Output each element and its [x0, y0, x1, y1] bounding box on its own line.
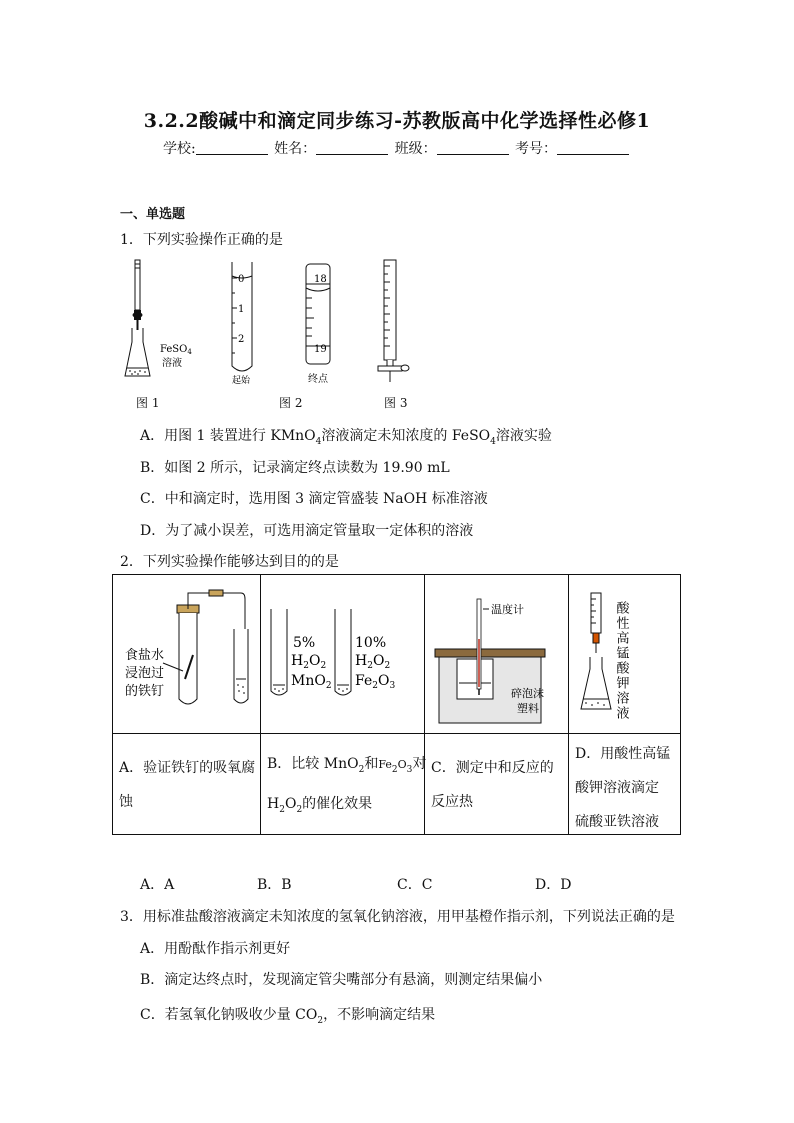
exam-no-blank[interactable]: [557, 140, 629, 155]
q1-figure-2a: [228, 258, 268, 386]
fig3-caption: 图 3: [384, 396, 408, 410]
q1-option-b[interactable]: B．如图 2 所示，记录滴定终点读数为 19.90 mL: [140, 460, 450, 476]
imgA-label-2: 浸泡过: [125, 666, 165, 681]
q2-image-d: [571, 579, 681, 729]
q1-figure-3: [372, 258, 412, 386]
class-label: 班级：: [394, 141, 437, 157]
q1-figure-1: [120, 258, 200, 386]
fig2-tick-0: 0: [238, 274, 245, 285]
fig2-start: 起始: [232, 376, 251, 386]
q1-option-d[interactable]: D．为了减小误差，可选用滴定管量取一定体积的溶液: [140, 523, 474, 539]
imgD-label: 酸性高锰酸钾溶液: [613, 601, 629, 721]
q2-image-b: [263, 579, 423, 729]
exam-no-label: 考号：: [515, 141, 558, 157]
fig2-tick-2: 2: [238, 334, 245, 345]
school-blank[interactable]: [196, 140, 268, 155]
q3-option-c[interactable]: C．若氢氧化钠吸收少量 $CO_2$，不影响滴定结果: [140, 1007, 436, 1026]
q3-option-a[interactable]: A．用酚酞作指示剂更好: [140, 941, 291, 957]
imgB-h2o2-1: $H_2O_2$: [291, 653, 327, 671]
class-blank[interactable]: [437, 140, 509, 155]
section-title: 一、单选题: [120, 207, 186, 222]
q1-stem: 1．下列实验操作正确的是: [120, 232, 283, 248]
q2-table: [112, 574, 681, 835]
name-label: 姓名：: [274, 141, 317, 157]
page-title: 3.2.2酸碱中和滴定同步练习-苏教版高中化学选择性必修1: [143, 110, 651, 132]
q2-answer-d[interactable]: D．D: [535, 877, 572, 893]
imgB-mno2: MnO$_2$: [291, 673, 332, 691]
imgA-label-1: 食盐水: [125, 648, 165, 663]
q2-cell-a: A．验证铁钉的吸氧腐 蚀: [119, 760, 256, 810]
imgC-foam-2: 塑料: [517, 702, 539, 715]
fig2-caption: 图 2: [279, 396, 303, 410]
fig2-end: 终点: [308, 374, 328, 385]
q2-image-c: [427, 579, 567, 729]
q2-cell-c: C．测定中和反应的 反应热: [431, 760, 554, 810]
imgB-conc-2: 10%: [355, 635, 387, 651]
imgB-conc-1: 5%: [293, 635, 316, 651]
imgB-fe2o3: $Fe_2O_3$: [355, 673, 396, 691]
fig2-tick-1: 1: [238, 304, 245, 315]
q2-stem: 2．下列实验操作能够达到目的的是: [120, 554, 339, 570]
q1-option-a[interactable]: A．用图 1 装置进行 KMnO$_4$溶液滴定未知浓度的 FeSO$_4$溶液实验: [140, 428, 552, 447]
q2-cell-d: D．用酸性高锰 酸钾溶液滴定 硫酸亚铁溶液: [575, 746, 671, 830]
q2-answer-b[interactable]: B．B: [257, 877, 292, 893]
q2-cell-b: B．比较 MnO$_2$和$Fe_2O_3$对 $H_2O_2$的催化效果: [267, 756, 427, 815]
school-label: 学校:: [162, 141, 196, 157]
q1-figure-2b: [300, 258, 350, 386]
q2-answer-c[interactable]: C．C: [397, 877, 433, 893]
q3-option-b[interactable]: B．滴定达终点时，发现滴定管尖嘴部分有悬滴，则测定结果偏小: [140, 972, 543, 988]
q3-stem: 3．用标准盐酸溶液滴定未知浓度的氢氧化钠溶液，用甲基橙作指示剂，下列说法正确的是: [120, 909, 675, 925]
q2-answer-a[interactable]: A．A: [140, 877, 175, 893]
imgC-foam-1: 碎泡沫: [511, 687, 544, 700]
imgC-thermometer: 温度计: [491, 603, 524, 616]
imgB-h2o2-2: $H_2O_2$: [355, 653, 391, 671]
name-blank[interactable]: [316, 140, 388, 155]
fig1-solution: 溶液: [162, 358, 182, 369]
q1-option-c[interactable]: C．中和滴定时，选用图 3 滴定管盛装 NaOH 标准溶液: [140, 491, 488, 507]
q2-image-a: [117, 579, 257, 729]
fig1-feso4: FeSO$_4$: [160, 344, 192, 356]
fig1-caption: 图 1: [136, 396, 160, 410]
student-info-line: [0, 138, 794, 158]
fig2-tick-18: 18: [314, 274, 327, 285]
fig2-tick-19: 19: [314, 344, 327, 355]
imgA-label-3: 的铁钉: [125, 684, 165, 699]
